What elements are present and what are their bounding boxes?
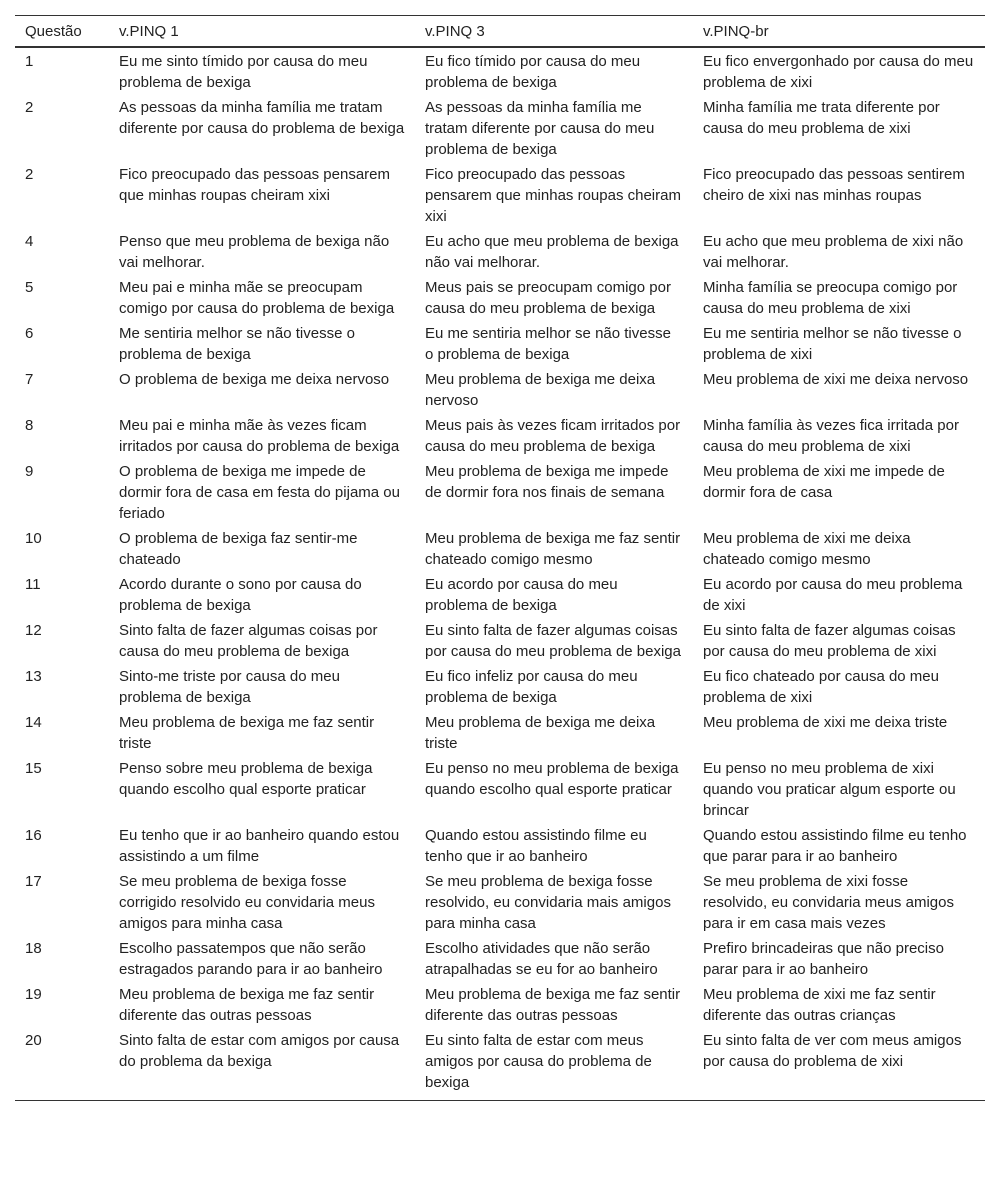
question-number-cell: 14: [25, 714, 42, 731]
vpinq1-cell: Penso que meu problema de bexiga não vai melhorar.: [119, 233, 390, 271]
question-number-cell: 10: [25, 530, 42, 547]
question-number-cell: 2: [25, 99, 34, 116]
vpinq3-cell: Eu sinto falta de estar com meus amigos por causa do problema de bexiga: [425, 1032, 652, 1091]
vpinq-br-cell: Eu acho que meu problema de xixi não vai melhorar.: [703, 233, 964, 271]
header-questao: Questão: [25, 22, 82, 40]
vpinq-br-cell: Eu sinto falta de ver com meus amigos por causa do problema de xixi: [703, 1032, 962, 1070]
vpinq-br-cell: Fico preocupado das pessoas sentirem cheiro de xixi nas minhas roupas: [703, 166, 965, 204]
vpinq-br-cell: Eu fico chateado por causa do meu problema de xixi: [703, 668, 939, 706]
question-number-cell: 8: [25, 417, 34, 434]
vpinq-br-cell: Minha família às vezes fica irritada por causa do meu problema de xixi: [703, 417, 959, 455]
vpinq-br-cell: Meu problema de xixi me deixa chateado comigo mesmo: [703, 530, 911, 568]
header-vpinq3: v.PINQ 3: [425, 22, 485, 40]
vpinq3-cell: Eu acordo por causa do meu problema de bexiga: [425, 576, 618, 614]
table-row: [15, 161, 985, 228]
vpinq3-cell: Meu problema de bexiga me deixa triste: [425, 714, 656, 752]
vpinq1-cell: O problema de bexiga me impede de dormir fora de casa em festa do pijama ou feriado: [119, 463, 400, 522]
question-number-cell: 11: [25, 576, 41, 593]
vpinq3-cell: Meu problema de bexiga me faz sentir chateado comigo mesmo: [425, 530, 681, 568]
vpinq3-cell: Eu sinto falta de fazer algumas coisas por causa do meu problema de bexiga: [425, 622, 681, 660]
vpinq1-cell: As pessoas da minha família me tratam diferente por causa do problema de bexiga: [119, 99, 405, 137]
table-row: [15, 663, 985, 709]
vpinq-br-cell: Meu problema de xixi me impede de dormir fora de casa: [703, 463, 945, 501]
vpinq1-cell: Eu tenho que ir ao banheiro quando estou assistindo a um filme: [119, 827, 400, 865]
question-number-cell: 16: [25, 827, 42, 844]
question-number-cell: 7: [25, 371, 34, 388]
vpinq1-cell: O problema de bexiga faz sentir-me chateado: [119, 530, 358, 568]
vpinq-br-cell: Se meu problema de xixi fosse resolvido, eu convidaria meus amigos para ir em casa mais vezes: [703, 873, 954, 932]
table-row: [15, 709, 985, 755]
table-row: [15, 320, 985, 366]
vpinq1-cell: Sinto falta de estar com amigos por causa do problema da bexiga: [119, 1032, 400, 1070]
vpinq-br-cell: Minha família me trata diferente por causa do meu problema de xixi: [703, 99, 940, 137]
vpinq3-cell: Se meu problema de bexiga fosse resolvido, eu convidaria mais amigos para minha casa: [425, 873, 671, 932]
vpinq3-cell: Meus pais às vezes ficam irritados por causa do meu problema de bexiga: [425, 417, 681, 455]
table-row: [15, 94, 985, 161]
vpinq-br-cell: Eu fico envergonhado por causa do meu problema de xixi: [703, 53, 974, 91]
vpinq-br-cell: Eu me sentiria melhor se não tivesse o problema de xixi: [703, 325, 962, 363]
vpinq1-cell: Penso sobre meu problema de bexiga quando escolho qual esporte praticar: [119, 760, 373, 798]
vpinq3-cell: Meu problema de bexiga me impede de dormir fora nos finais de semana: [425, 463, 669, 501]
vpinq3-cell: Meus pais se preocupam comigo por causa do meu problema de bexiga: [425, 279, 671, 317]
vpinq-br-cell: Meu problema de xixi me deixa nervoso: [703, 371, 969, 388]
vpinq3-cell: Eu fico tímido por causa do meu problema de bexiga: [425, 53, 641, 91]
question-number-cell: 2: [25, 166, 34, 183]
vpinq-br-cell: Eu sinto falta de fazer algumas coisas por causa do meu problema de xixi: [703, 622, 956, 660]
table-row: [15, 1027, 985, 1101]
vpinq1-cell: Sinto-me triste por causa do meu problema de bexiga: [119, 668, 340, 706]
vpinq3-cell: Meu problema de bexiga me deixa nervoso: [425, 371, 656, 409]
table-row: [15, 366, 985, 412]
question-number-cell: 12: [25, 622, 42, 639]
table-row: [15, 822, 985, 868]
header-row: [15, 16, 985, 48]
question-number-cell: 1: [25, 53, 34, 70]
vpinq1-cell: Fico preocupado das pessoas pensarem que minhas roupas cheiram xixi: [119, 166, 390, 204]
table-row: [15, 274, 985, 320]
vpinq3-cell: Eu penso no meu problema de bexiga quando escolho qual esporte praticar: [425, 760, 679, 798]
vpinq1-cell: Acordo durante o sono por causa do problema de bexiga: [119, 576, 362, 614]
vpinq3-cell: Escolho atividades que não serão atrapalhadas se eu for ao banheiro: [425, 940, 658, 978]
table-row: [15, 981, 985, 1027]
table-row: [15, 47, 985, 94]
questionnaire-comparison-table: [15, 15, 985, 1101]
vpinq1-cell: Meu pai e minha mãe às vezes ficam irritados por causa do problema de bexiga: [119, 417, 400, 455]
vpinq1-cell: O problema de bexiga me deixa nervoso: [119, 371, 390, 388]
vpinq3-cell: Meu problema de bexiga me faz sentir diferente das outras pessoas: [425, 986, 681, 1024]
table-row: [15, 228, 985, 274]
question-number-cell: 18: [25, 940, 42, 957]
table-row: [15, 935, 985, 981]
vpinq1-cell: Se meu problema de bexiga fosse corrigido resolvido eu convidaria meus amigos para minha casa: [119, 873, 375, 932]
vpinq3-cell: Eu me sentiria melhor se não tivesse o problema de bexiga: [425, 325, 671, 363]
question-number-cell: 17: [25, 873, 42, 890]
vpinq3-cell: Fico preocupado das pessoas pensarem que minhas roupas cheiram xixi: [425, 166, 681, 225]
table-row: [15, 412, 985, 458]
vpinq3-cell: Quando estou assistindo filme eu tenho que ir ao banheiro: [425, 827, 647, 865]
vpinq3-cell: Eu acho que meu problema de bexiga não vai melhorar.: [425, 233, 679, 271]
vpinq1-cell: Eu me sinto tímido por causa do meu problema de bexiga: [119, 53, 368, 91]
question-number-cell: 15: [25, 760, 42, 777]
table-row: [15, 868, 985, 935]
header-vpinq-br: v.PINQ-br: [703, 22, 769, 40]
table-row: [15, 755, 985, 822]
vpinq-br-cell: Eu acordo por causa do meu problema de xixi: [703, 576, 963, 614]
table-row: [15, 525, 985, 571]
table-body: [15, 47, 985, 1101]
header-vpinq1: v.PINQ 1: [119, 22, 179, 40]
vpinq3-cell: As pessoas da minha família me tratam diferente por causa do meu problema de bexiga: [425, 99, 655, 158]
vpinq1-cell: Me sentiria melhor se não tivesse o problema de bexiga: [119, 325, 355, 363]
vpinq-br-cell: Eu penso no meu problema de xixi quando vou praticar algum esporte ou brincar: [703, 760, 956, 819]
table-header: [15, 16, 985, 48]
question-number-cell: 9: [25, 463, 34, 480]
vpinq-br-cell: Minha família se preocupa comigo por causa do meu problema de xixi: [703, 279, 958, 317]
vpinq-br-cell: Meu problema de xixi me faz sentir diferente das outras crianças: [703, 986, 936, 1024]
vpinq-br-cell: Meu problema de xixi me deixa triste: [703, 714, 948, 731]
vpinq1-cell: Escolho passatempos que não serão estragados parando para ir ao banheiro: [119, 940, 383, 978]
question-number-cell: 4: [25, 233, 34, 250]
vpinq3-cell: Eu fico infeliz por causa do meu problema de bexiga: [425, 668, 638, 706]
table-row: [15, 458, 985, 525]
vpinq-br-cell: Prefiro brincadeiras que não preciso parar para ir ao banheiro: [703, 940, 944, 978]
vpinq1-cell: Meu problema de bexiga me faz sentir diferente das outras pessoas: [119, 986, 375, 1024]
question-number-cell: 5: [25, 279, 34, 296]
vpinq1-cell: Meu problema de bexiga me faz sentir triste: [119, 714, 375, 752]
question-number-cell: 6: [25, 325, 34, 342]
table-row: [15, 571, 985, 617]
vpinq-br-cell: Quando estou assistindo filme eu tenho que parar para ir ao banheiro: [703, 827, 967, 865]
question-number-cell: 13: [25, 668, 42, 685]
vpinq1-cell: Sinto falta de fazer algumas coisas por causa do meu problema de bexiga: [119, 622, 378, 660]
question-number-cell: 19: [25, 986, 42, 1003]
question-number-cell: 20: [25, 1032, 42, 1049]
vpinq1-cell: Meu pai e minha mãe se preocupam comigo por causa do problema de bexiga: [119, 279, 395, 317]
table-row: [15, 617, 985, 663]
